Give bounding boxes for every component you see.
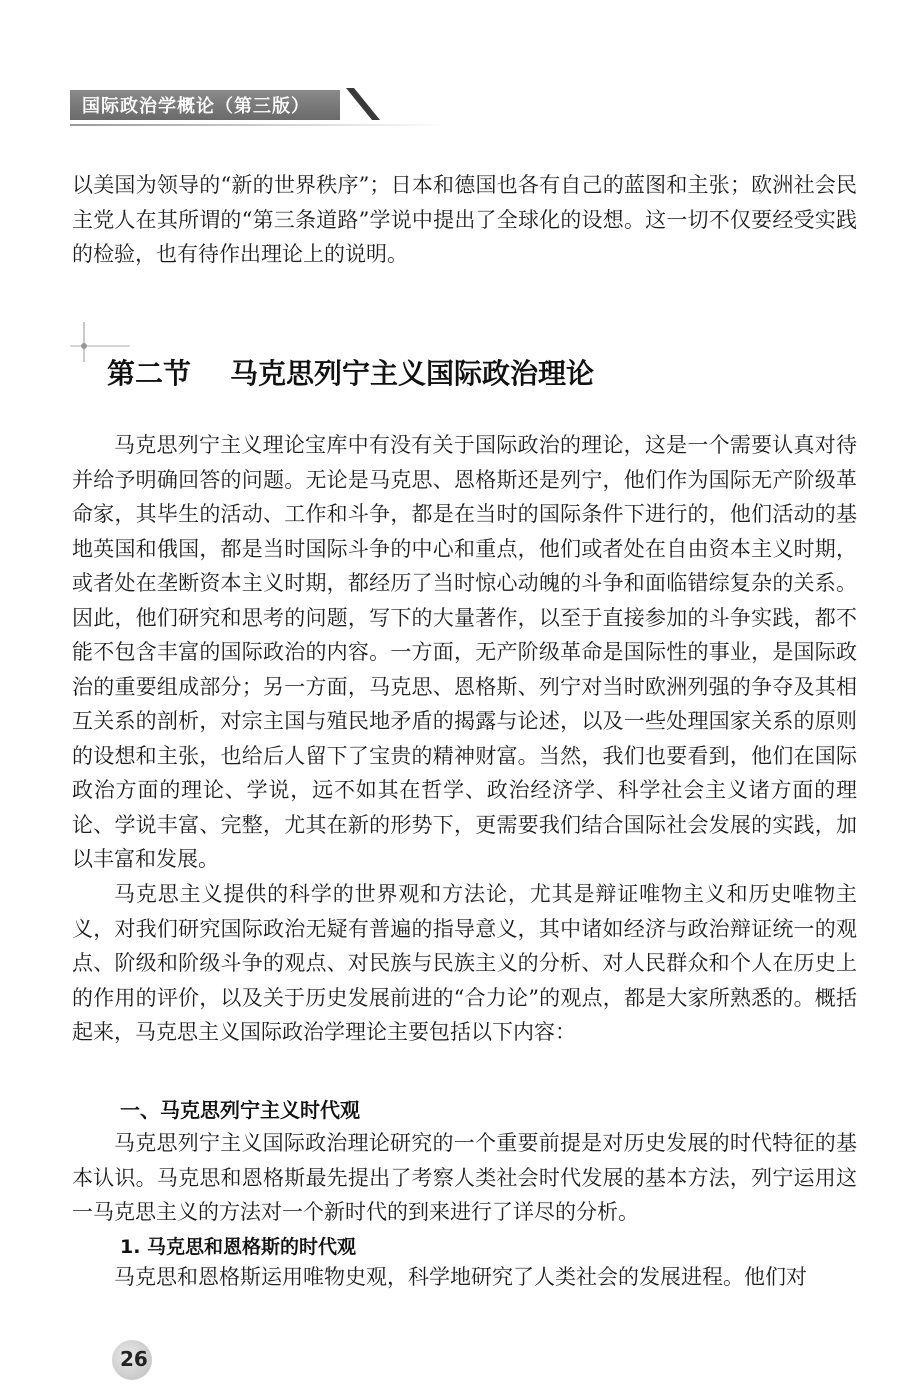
subsection-paragraph: 马克思列宁主义国际政治理论研究的一个重要前提是对历史发展的时代特征的基本认识。马克思和恩格斯最先提出了考察人类社会时代发展的基本方法，列宁运用这一马克思主义的方法对一个新时代的到来进行了详尽的分析。 [72,1131,857,1224]
running-header [70,90,360,120]
subsubsection-heading: 1. 马克思和恩格斯的时代观 [120,1236,357,1258]
running-header-title: 国际政治学概论（第三版） [82,96,310,117]
section-paragraph-2: 马克思主义提供的科学的世界观和方法论，尤其是辩证唯物主义和历史唯物主义，对我们研究国际政治无疑有普遍的指导意义，其中诸如经济与政治辩证统一的观点、阶级和阶级斗争的观点、对民族与民族主义的分析、对人民群众和个人在历史上的作用的评价，以及关于历史发展前进的“合力论”的观点，都是大家所熟悉的。概括起来，马克思主义国际政治学理论主要包括以下内容： [72,882,857,1044]
subsubsection-paragraph: 马克思和恩格斯运用唯物史观，科学地研究了人类社会的发展进程。他们对 [114,1265,807,1289]
running-header-rule [70,124,450,126]
section-paragraph-1: 马克思列宁主义理论宝库中有没有关于国际政治的理论，这是一个需要认真对待并给予明确回答的问题。无论是马克思、恩格斯还是列宁，他们作为国际无产阶级革命家，其毕生的活动、工作和斗争，都是在当时的国际条件下进行的，他们活动的基地英国和俄国，都是当时国际斗争的中心和重点，他们或者处在自由资本主义时期，或者处在垄断资本主义时期，都经历了当时惊心动魄的斗争和面临错综复杂的关系。因此，他们研究和思考的问题，写下的大量著作，以至于直接参加的斗争实践，都不能不包含丰富的国际政治的内容。一方面，无产阶级革命是国际性的事业，是国际政治的重要组成部分；另一方面，马克思、恩格斯、列宁对当时欧洲列强的争夺及其相互关系的剖析，对宗主国与殖民地矛盾的揭露与论述，以及一些处理国家关系的原则的设想和主张，也给后人留下了宝贵的精神财富。当然，我们也要看到，他们在国际政治方面的理论、学说，远不如其在哲学、政治经济学、科学社会主义诸方面的理论、学说丰富、完整，尤其在新的形势下，更需要我们结合国际社会发展的实践，加以丰富和发展。 [72,433,857,871]
intro-paragraph: 以美国为领导的“新的世界秩序”；日本和德国也各有自己的蓝图和主张；欧洲社会民主党人在其所谓的“第三条道路”学说中提出了全球化的设想。这一切不仅要经受实践的检验，也有待作出理论上的说明。 [72,173,857,266]
subsection-heading: 一、马克思列宁主义时代观 [120,1098,360,1122]
page-number: 26 [120,1347,148,1371]
section-heading: 第二节 马克思列宁主义国际政治理论 [107,357,594,390]
running-header-slash-decoration [346,86,382,122]
